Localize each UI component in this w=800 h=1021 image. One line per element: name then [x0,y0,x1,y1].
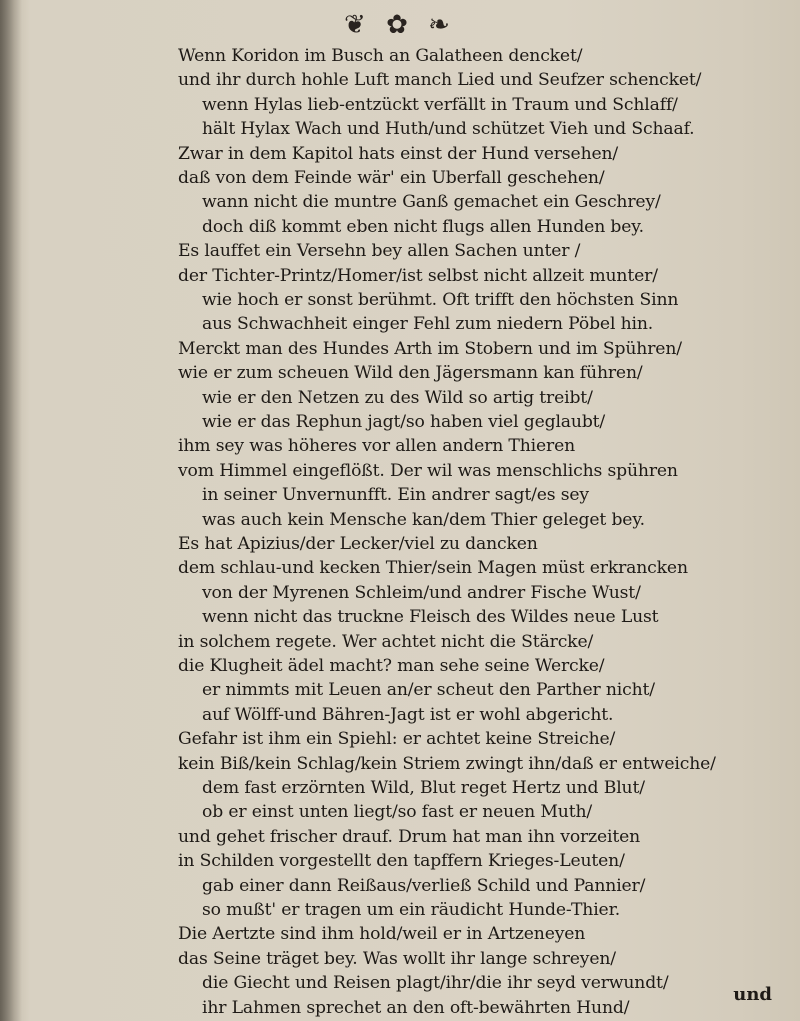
catchword: und [733,984,772,1005]
poem-line: Es hat Apizius/der Lecker/viel zu dancken [178,534,538,554]
poem-line: wann nicht die muntre Ganß gemachet ein Geschrey/ [202,192,661,213]
poem-line: wenn nicht das truckne Fleisch des Wildes neue Lust [202,607,659,628]
poem-line: kein Biß/kein Schlag/kein Striem zwingt ihn/daß er entweiche/ [178,753,716,774]
poem-line: so mußt' er tragen um ein räudicht Hunde-Thier. [202,900,621,920]
poem-line: der Tichter-Printz/Homer/ist selbst nicht allzeit munter/ [178,265,658,286]
poem-line: in seiner Unvernunfft. Ein andrer sagt/es sey [202,485,589,506]
poem-line: und ihr durch hohle Luft manch Lied und Seufzer schencket/ [178,70,702,91]
poem-line: dem fast erzörnten Wild, Blut reget Hertz und Blut/ [202,778,645,798]
ornament-glyphs: ❦ ✿ ❧ [344,10,456,40]
poem-line: wie hoch er sonst berühmt. Oft trifft den höchsten Sinn [202,290,679,310]
poem-line: Es lauffet ein Versehn bey allen Sachen unter / [178,241,581,262]
poem-line: wie er zum scheuen Wild den Jägersmann kan führen/ [178,363,643,384]
poem-line: wenn Hylas lieb-entzückt verfällt in Traum und Schlaff/ [202,94,678,115]
poem-line: gab einer dann Reißaus/verließ Schild und Pannier/ [202,875,646,896]
poem-line: wie er den Netzen zu des Wild so artig treibt/ [202,387,593,408]
poem-line: was auch kein Mensche kan/dem Thier geleget bey. [202,509,645,530]
poem-line: er nimmts mit Leuen an/er scheut den Parther nicht/ [202,680,655,701]
poem-line: ihr Lahmen sprechet an den oft-bewährten Hund/ [202,997,630,1018]
poem-line: Wenn Koridon im Busch an Galatheen dencket/ [178,46,583,66]
poem-line: Merckt man des Hundes Arth im Stobern und im Spühren/ [178,338,682,359]
poem-line: doch diß kommt eben nicht flugs allen Hunden bey. [202,216,644,237]
poem-line: und gehet frischer drauf. Drum hat man ihn vorzeiten [178,826,641,847]
poem-line: dem schlau-und kecken Thier/sein Magen müst erkrancken [178,558,688,579]
poem-line: wie er das Rephun jagt/so haben viel geglaubt/ [202,412,606,432]
poem-line: Gefahr ist ihm ein Spiehl: er achtet keine Streiche/ [178,729,616,750]
poem-line: das Seine träget bey. Was wollt ihr lange schreyen/ [178,948,616,969]
poem-line: ihm sey was höheres vor allen andern Thieren [178,436,576,457]
poem-line: die Klugheit ädel macht? man sehe seine Wercke/ [178,656,605,676]
poem-line: hält Hylax Wach und Huth/und schützet Vieh und Schaaf. [202,119,695,140]
poem-line: in Schilden vorgestellt den tapffern Krieges-Leuten/ [178,851,625,872]
poem-line: aus Schwachheit einger Fehl zum niedern Pöbel hin. [202,314,654,335]
gutter-shadow [0,0,22,1021]
poem-line: Zwar in dem Kapitol hats einst der Hund versehen/ [178,143,619,164]
poem-line: in solchem regete. Wer achtet nicht die Stärcke/ [178,631,594,652]
poem-line: ob er einst unten liegt/so fast er neuen Muth/ [202,802,593,823]
poem-line: auf Wölff-und Bähren-Jagt ist er wohl abgericht. [202,704,614,725]
poem-line: von der Myrenen Schleim/und andrer Fische Wust/ [202,582,641,603]
poem-line: Die Aertzte sind ihm hold/weil er in Artzeneyen [178,924,586,945]
header-ornament [0,10,800,40]
poem-line: vom Himmel eingeflößt. Der wil was menschlichs spühren [178,460,678,481]
poem-line: die Giecht und Reisen plagt/ihr/die ihr seyd verwundt/ [202,973,669,994]
poem-line: daß von dem Feinde wär' ein Uberfall geschehen/ [178,168,605,188]
